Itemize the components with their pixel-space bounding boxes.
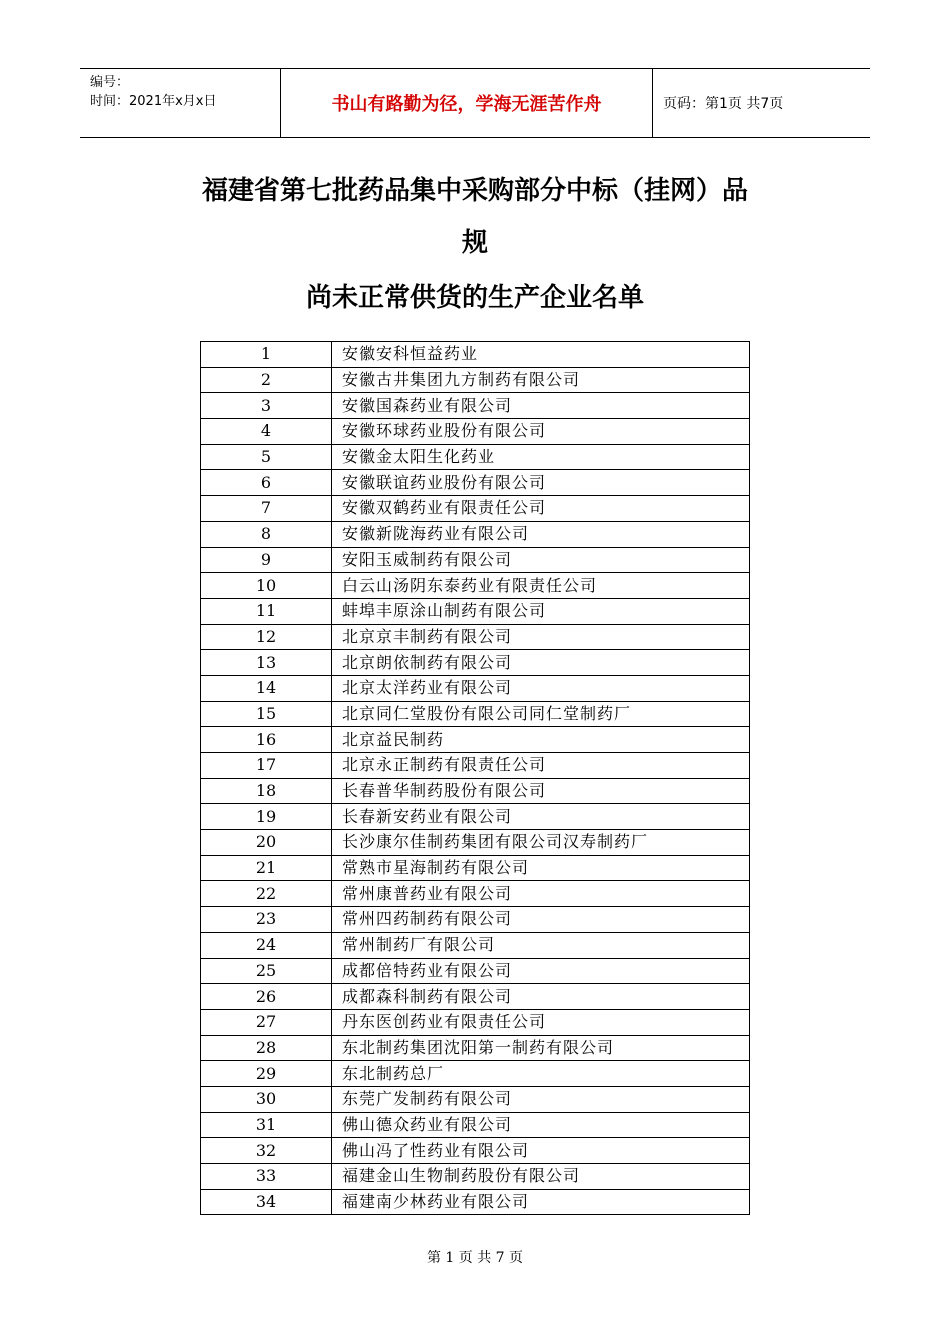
table-row bbox=[201, 778, 750, 804]
company-name: 安徽双鹤药业有限责任公司 bbox=[332, 496, 750, 522]
company-name: 安徽金太阳生化药业 bbox=[332, 444, 750, 470]
table-row bbox=[201, 1061, 750, 1087]
company-name: 常州康普药业有限公司 bbox=[332, 881, 750, 907]
row-number: 28 bbox=[201, 1035, 332, 1061]
date-line: 时间：2021年x月x日 bbox=[90, 94, 217, 109]
row-number: 3 bbox=[201, 393, 332, 419]
table-row bbox=[201, 393, 750, 419]
company-name: 安徽古井集团九方制药有限公司 bbox=[332, 367, 750, 393]
table-row bbox=[201, 804, 750, 830]
row-number: 11 bbox=[201, 598, 332, 624]
table-row bbox=[201, 547, 750, 573]
table-row bbox=[201, 1189, 750, 1215]
table-row bbox=[201, 624, 750, 650]
row-number: 2 bbox=[201, 367, 332, 393]
document-title-line1: 福建省第七批药品集中采购部分中标（挂网）品 bbox=[201, 176, 748, 206]
row-number: 4 bbox=[201, 419, 332, 445]
row-number: 10 bbox=[201, 573, 332, 599]
document-title-line2: 规 bbox=[461, 228, 488, 258]
company-name: 福建金山生物制药股份有限公司 bbox=[332, 1164, 750, 1190]
company-name: 安徽联谊药业股份有限公司 bbox=[332, 470, 750, 496]
row-number: 15 bbox=[201, 701, 332, 727]
row-number: 1 bbox=[201, 342, 332, 368]
table-row bbox=[201, 367, 750, 393]
row-number: 22 bbox=[201, 881, 332, 907]
company-name: 白云山汤阴东泰药业有限责任公司 bbox=[332, 573, 750, 599]
company-name: 安徽安科恒益药业 bbox=[332, 342, 750, 368]
header-meta bbox=[80, 69, 281, 137]
company-name: 安阳玉威制药有限公司 bbox=[332, 547, 750, 573]
table-row bbox=[201, 727, 750, 753]
row-number: 24 bbox=[201, 932, 332, 958]
table-row bbox=[201, 881, 750, 907]
header-page-info: 页码：第1页 共7页 bbox=[663, 96, 784, 112]
row-number: 16 bbox=[201, 727, 332, 753]
table-row bbox=[201, 1035, 750, 1061]
company-name: 成都森科制药有限公司 bbox=[332, 984, 750, 1010]
row-number: 9 bbox=[201, 547, 332, 573]
table-row bbox=[201, 342, 750, 368]
company-name: 蚌埠丰原涂山制药有限公司 bbox=[332, 598, 750, 624]
company-name: 常熟市星海制药有限公司 bbox=[332, 855, 750, 881]
table-row bbox=[201, 496, 750, 522]
row-number: 8 bbox=[201, 521, 332, 547]
row-number: 12 bbox=[201, 624, 332, 650]
row-number: 34 bbox=[201, 1189, 332, 1215]
company-table bbox=[200, 341, 750, 1215]
table-row bbox=[201, 650, 750, 676]
row-number: 18 bbox=[201, 778, 332, 804]
company-name: 东莞广发制药有限公司 bbox=[332, 1086, 750, 1112]
row-number: 32 bbox=[201, 1138, 332, 1164]
table-row bbox=[201, 1164, 750, 1190]
company-name: 东北制药集团沈阳第一制药有限公司 bbox=[332, 1035, 750, 1061]
row-number: 30 bbox=[201, 1086, 332, 1112]
row-number: 31 bbox=[201, 1112, 332, 1138]
company-name: 常州制药厂有限公司 bbox=[332, 932, 750, 958]
table-row bbox=[201, 521, 750, 547]
table-row bbox=[201, 932, 750, 958]
company-name: 常州四药制药有限公司 bbox=[332, 907, 750, 933]
row-number: 33 bbox=[201, 1164, 332, 1190]
table-row bbox=[201, 675, 750, 701]
company-name: 福建南少林药业有限公司 bbox=[332, 1189, 750, 1215]
table-row bbox=[201, 1138, 750, 1164]
company-name: 北京永正制药有限责任公司 bbox=[332, 753, 750, 779]
row-number: 21 bbox=[201, 855, 332, 881]
row-number: 17 bbox=[201, 753, 332, 779]
number-label: 编号： bbox=[90, 75, 130, 90]
company-name: 长春新安药业有限公司 bbox=[332, 804, 750, 830]
table-row bbox=[201, 1112, 750, 1138]
row-number: 29 bbox=[201, 1061, 332, 1087]
row-number: 23 bbox=[201, 907, 332, 933]
company-name: 安徽新陇海药业有限公司 bbox=[332, 521, 750, 547]
row-number: 25 bbox=[201, 958, 332, 984]
row-number: 14 bbox=[201, 675, 332, 701]
table-row bbox=[201, 958, 750, 984]
row-number: 20 bbox=[201, 830, 332, 856]
page-header bbox=[80, 68, 870, 138]
company-table-body bbox=[201, 342, 750, 1215]
company-name: 丹东医创药业有限责任公司 bbox=[332, 1009, 750, 1035]
table-row bbox=[201, 444, 750, 470]
row-number: 13 bbox=[201, 650, 332, 676]
row-number: 6 bbox=[201, 470, 332, 496]
table-row bbox=[201, 753, 750, 779]
row-number: 7 bbox=[201, 496, 332, 522]
table-row bbox=[201, 419, 750, 445]
company-name: 长春普华制药股份有限公司 bbox=[332, 778, 750, 804]
document-title-line3: 尚未正常供货的生产企业名单 bbox=[305, 283, 644, 313]
table-row bbox=[201, 573, 750, 599]
page-footer: 第 1 页 共 7 页 bbox=[426, 1250, 524, 1266]
table-row bbox=[201, 470, 750, 496]
row-number: 5 bbox=[201, 444, 332, 470]
table-row bbox=[201, 1009, 750, 1035]
company-name: 北京同仁堂股份有限公司同仁堂制药厂 bbox=[332, 701, 750, 727]
table-row bbox=[201, 701, 750, 727]
company-name: 安徽环球药业股份有限公司 bbox=[332, 419, 750, 445]
company-name: 北京太洋药业有限公司 bbox=[332, 675, 750, 701]
company-name: 东北制药总厂 bbox=[332, 1061, 750, 1087]
row-number: 27 bbox=[201, 1009, 332, 1035]
table-row bbox=[201, 984, 750, 1010]
row-number: 26 bbox=[201, 984, 332, 1010]
table-row bbox=[201, 598, 750, 624]
company-name: 长沙康尔佳制药集团有限公司汉寿制药厂 bbox=[332, 830, 750, 856]
table-row bbox=[201, 855, 750, 881]
table-row bbox=[201, 1086, 750, 1112]
header-motto: 书山有路勤为径，学海无涯苦作舟 bbox=[281, 69, 653, 137]
company-name: 北京益民制药 bbox=[332, 727, 750, 753]
table-row bbox=[201, 907, 750, 933]
company-name: 北京朗依制药有限公司 bbox=[332, 650, 750, 676]
company-name: 佛山冯了性药业有限公司 bbox=[332, 1138, 750, 1164]
row-number: 19 bbox=[201, 804, 332, 830]
table-row bbox=[201, 830, 750, 856]
company-name: 佛山德众药业有限公司 bbox=[332, 1112, 750, 1138]
company-name: 北京京丰制药有限公司 bbox=[332, 624, 750, 650]
company-name: 成都倍特药业有限公司 bbox=[332, 958, 750, 984]
company-name: 安徽国森药业有限公司 bbox=[332, 393, 750, 419]
